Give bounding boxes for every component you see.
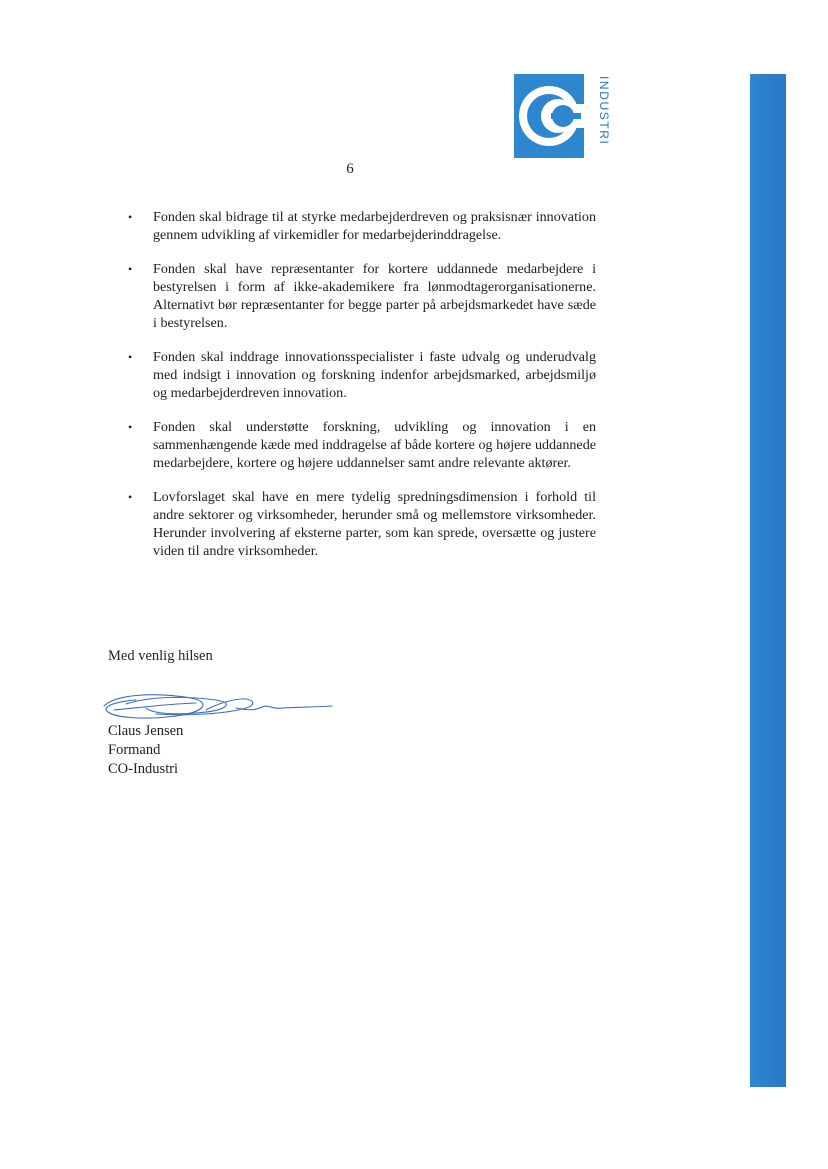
list-item — [118, 348, 596, 402]
side-color-bar — [750, 74, 786, 1087]
bullet-dot-icon: • — [128, 210, 133, 224]
closing-greeting: Med venlig hilsen — [108, 648, 213, 664]
bullet-text: Fonden skal have repræsentanter for kortere uddannede medarbejdere i bestyrelsen i form af ikke-akademikere fra lønmodtagerorganisationerne. Alternativt bør repræsentanter for begge parter på arbejdsmarkedet have sæde i bestyrelsen. — [153, 261, 596, 331]
list-item — [118, 208, 596, 244]
list-item — [118, 418, 596, 472]
logo-brand-text: INDUSTRI — [597, 76, 611, 146]
signatory-name: Claus Jensen — [108, 723, 184, 739]
page-number: 6 — [346, 161, 354, 177]
signatory-organization: CO-Industri — [108, 761, 179, 777]
list-item — [118, 488, 596, 560]
bullet-text: Fonden skal bidrage til at styrke medarbejderdreven og praksisnær innovation gennem udvikling af virkemidler for medarbejderinddragelse. — [153, 209, 596, 243]
bullet-dot-icon: • — [128, 420, 133, 434]
bullet-text: Fonden skal understøtte forskning, udvikling og innovation i en sammenhængende kæde med inddragelse af både kortere og højere uddannede medarbejdere, kortere og højere uddannelser samt andre relevante aktører. — [153, 419, 596, 471]
signatory-title: Formand — [108, 742, 161, 758]
signature-block — [108, 722, 183, 779]
list-item — [118, 260, 596, 332]
bullet-dot-icon: • — [128, 350, 133, 364]
bullet-text: Lovforslaget skal have en mere tydelig spredningsdimension i forhold til andre sektorer og virksomheder, herunder små og mellemstore virksomheder. Herunder involvering af eksterne parter, som kan sprede, oversætte og justere viden til andre virksomheder. — [153, 489, 596, 559]
co-industri-logo — [514, 74, 611, 158]
bullet-list — [118, 208, 596, 576]
bullet-text: Fonden skal inddrage innovationsspecialister i faste udvalg og underudvalg med indsigt i innovation og forskning indenfor arbejdsmarked, arbejdsmiljø og medarbejderdreven innovation. — [153, 349, 596, 401]
bullet-dot-icon: • — [128, 490, 133, 504]
bullet-dot-icon: • — [128, 262, 133, 276]
